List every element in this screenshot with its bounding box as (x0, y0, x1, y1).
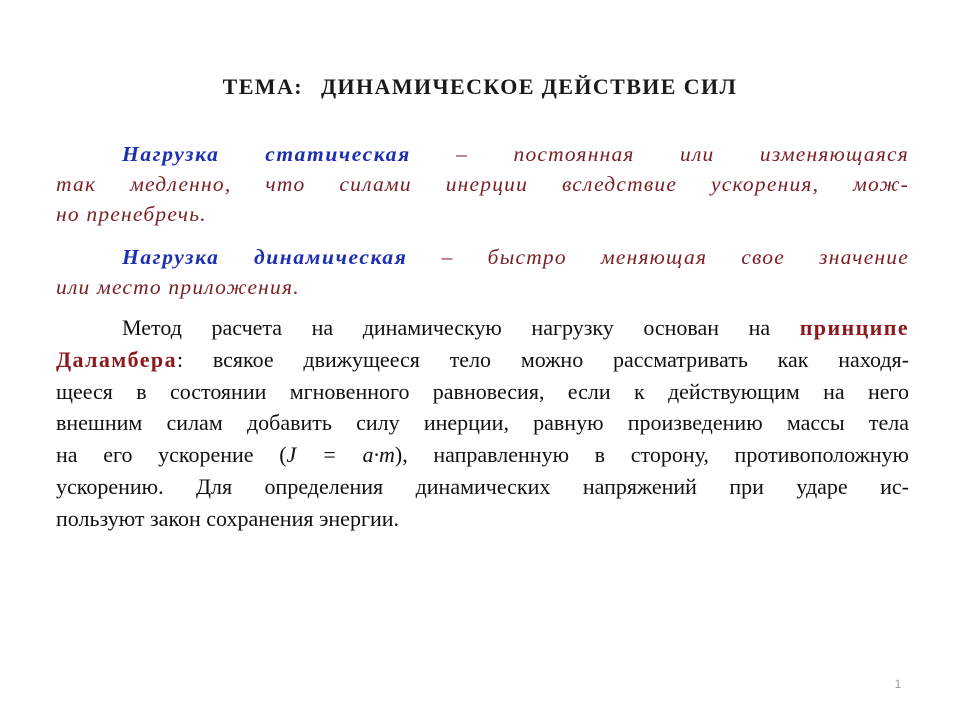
paragraph-line (56, 312, 909, 344)
dynamic-load-definition-start: – быстро меняющая свое значение (407, 245, 909, 269)
slide-title (0, 74, 960, 100)
paragraph-line: так медленно, что силами инерции вследствие ускорения, мож- (56, 172, 909, 196)
paragraph-line: пользуют закон сохранения энергии. (56, 505, 400, 531)
dynamic-load-term: Нагрузка динамическая (122, 245, 408, 269)
title-text: ДИНАМИЧЕСКОЕ ДЕЙСТВИЕ СИЛ (320, 74, 738, 99)
paragraph-line: внешним силам добавить силу инерции, равную произведению массы тела (56, 410, 909, 436)
method-text: ), направленную в сторону, противоположную (394, 442, 909, 468)
paragraph-line (56, 242, 909, 272)
paragraph-line: но пренебречь. (56, 202, 207, 226)
dalembert-principle-term-a: принципе (799, 315, 909, 340)
paragraph-line: ускорению. Для определения динамических напряжений при ударе ис- (56, 473, 909, 499)
dynamic-load-paragraph (56, 242, 909, 302)
static-load-term: Нагрузка статическая (122, 142, 411, 166)
dalembert-principle-term-b: Даламбера (56, 346, 177, 372)
inertia-formula: J = a·m (286, 442, 395, 468)
method-text-start: Метод расчета на динамическую нагрузку основан на (122, 315, 800, 340)
paragraph-line: или место приложения. (56, 275, 300, 299)
paragraph-line (56, 139, 909, 169)
method-text: на его ускорение ( (56, 442, 287, 468)
method-paragraph (56, 312, 909, 535)
method-text: : всякое движущееся тело можно рассматривать как находя- (176, 346, 909, 372)
paragraph-line: щееся в состоянии мгновенного равновесия, если к действующим на него (56, 378, 909, 404)
paragraph-line (56, 344, 909, 376)
title-label: ТЕМА: (222, 74, 303, 99)
page-number: 1 (894, 677, 902, 691)
paragraph-line (56, 439, 909, 471)
static-load-definition-start: – постоянная или изменяющаяся (410, 142, 909, 166)
static-load-paragraph (56, 139, 909, 229)
